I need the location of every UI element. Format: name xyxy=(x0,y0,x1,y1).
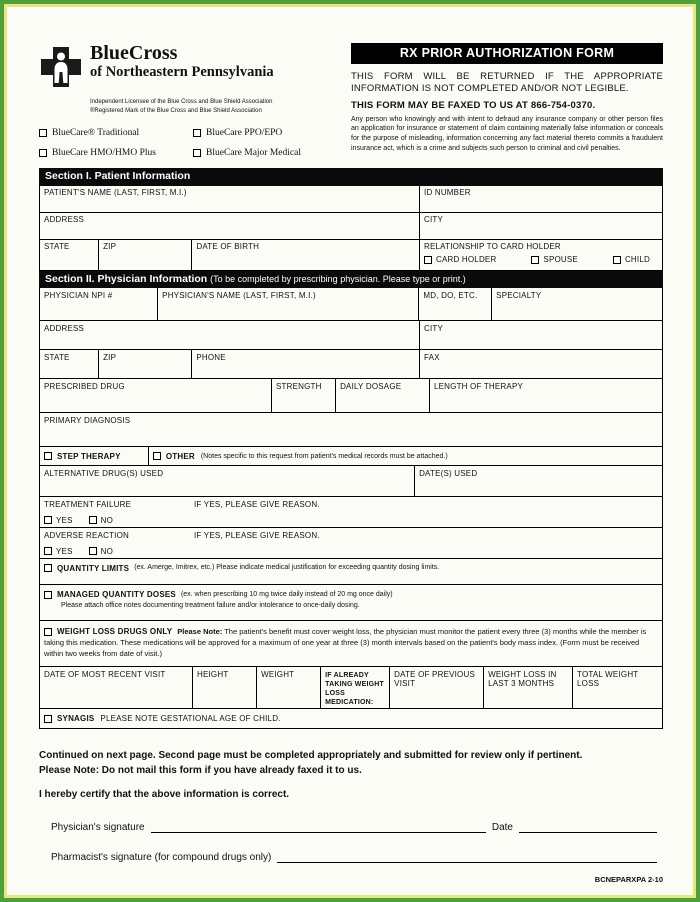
field-label: ID NUMBER xyxy=(424,188,471,198)
brand-name-line1: BlueCross xyxy=(90,42,178,64)
plan-label: BlueCare HMO/HMO Plus xyxy=(52,148,156,158)
licensee-note: Independent Licensee of the Blue Cross and Blue Shield Association xyxy=(90,99,273,105)
return-notice: THIS FORM WILL BE RETURNED IF THE APPROPRIATE INFORMATION IS NOT COMPLETED AND/OR NOT LEGIBLE. xyxy=(351,71,663,95)
checkbox-card-holder[interactable] xyxy=(424,256,432,264)
field-date-of-birth[interactable] xyxy=(192,240,420,270)
continued-notice: Continued on next page. Second page must be completed appropriately and submitted for review only if pertinent. xyxy=(39,750,583,762)
registered-note: ®Registered Mark of the Blue Cross and Blue Shield Association xyxy=(90,108,262,114)
form-page xyxy=(7,7,693,895)
plan-options xyxy=(39,128,337,158)
section2-title-note: (To be completed by prescribing physician. Please type or print.) xyxy=(210,273,466,284)
field-weight-loss-drugs[interactable]: WEIGHT LOSS DRUGS ONLY Please Note: The patient's benefit must cover weight loss, the physician must monitor the patient every three (3) months while the member is taking this medication. These medications will be approved for a maximum of one year at three (3) month intervals based on the patient's body mass index. (Form must be received within two weeks from date of visit.) xyxy=(44,627,647,658)
physician-signature-label: Physician's signature xyxy=(51,821,145,833)
field-label: STATE xyxy=(44,242,70,252)
field-label: CITY xyxy=(424,215,444,225)
field-weight-loss-3-months[interactable]: WEIGHT LOSS IN LAST 3 MONTHS xyxy=(484,667,573,708)
plan-bluecare-ppo[interactable] xyxy=(193,128,337,138)
field-physician-name[interactable]: PHYSICIAN'S NAME (LAST, FIRST, M.I.) xyxy=(158,288,419,320)
form-footer xyxy=(39,749,663,884)
fax-notice: THIS FORM MAY BE FAXED TO US AT 866-754-0370. xyxy=(351,99,596,111)
field-other[interactable]: OTHER (Notes specific to this request from patient's medical records must be attached.) xyxy=(149,447,662,465)
plan-label: BlueCare® Traditional xyxy=(52,128,140,138)
field-length-of-therapy[interactable]: LENGTH OF THERAPY xyxy=(433,381,524,391)
brand-name-line2: of Northeastern Pennsylvania xyxy=(90,64,274,80)
form-header xyxy=(39,43,663,158)
section2-table xyxy=(39,288,663,729)
fraud-notice: Any person who knowingly and with intent to defraud any insurance company or other person files an application for insurance or statement of claim containing materially false information or conceals for the purpose of misleading, information concerning any fact material thereto commits a fraudulent insurance act, which is a crime and subjects such person to criminal and civil penalties. xyxy=(351,115,663,153)
checkbox-adverse-reaction-no[interactable] xyxy=(89,547,97,555)
plan-label: BlueCare Major Medical xyxy=(206,148,301,158)
bluecross-logo-icon xyxy=(39,45,83,94)
field-alternative-drugs[interactable]: ALTERNATIVE DRUG(S) USED xyxy=(40,466,415,496)
section1-header xyxy=(39,168,663,186)
field-strength[interactable]: STRENGTH xyxy=(272,379,336,412)
adverse-reaction-reason[interactable]: IF YES, PLEASE GIVE REASON. xyxy=(194,530,320,540)
field-total-weight-loss[interactable]: TOTAL WEIGHT LOSS xyxy=(577,669,639,688)
form-code: BCNEPARXPA 2-10 xyxy=(594,874,663,884)
field-label: DATE OF BIRTH xyxy=(196,242,260,252)
field-weight[interactable]: WEIGHT xyxy=(257,667,321,708)
checkbox-synagis[interactable] xyxy=(44,715,52,723)
treatment-failure-reason[interactable]: IF YES, PLEASE GIVE REASON. xyxy=(194,499,320,509)
field-quantity-limits[interactable]: QUANTITY LIMITS (ex. Amerge, Imitrex, etc.) Please indicate medical justification for exceeding quantity dosing limits. xyxy=(40,559,662,584)
physician-signature-line[interactable] xyxy=(151,820,486,833)
field-phone[interactable]: PHONE xyxy=(192,350,420,378)
field-already-taking: IF ALREADY TAKING WEIGHT LOSS MEDICATION: xyxy=(321,667,390,708)
checkbox-treatment-failure-yes[interactable] xyxy=(44,516,52,524)
field-id-number[interactable] xyxy=(420,186,662,212)
field-physician-state[interactable]: STATE xyxy=(40,350,99,378)
field-patient-state[interactable] xyxy=(40,240,99,270)
field-md-do[interactable]: MD, DO, ETC. xyxy=(419,288,492,320)
checkbox-quantity-limits[interactable] xyxy=(44,564,52,572)
relationship-card-holder[interactable]: CARD HOLDER xyxy=(424,255,496,264)
field-previous-visit[interactable]: DATE OF PREVIOUS VISIT xyxy=(390,667,484,708)
field-primary-diagnosis[interactable]: PRIMARY DIAGNOSIS xyxy=(44,415,131,425)
plan-bluecare-major-medical[interactable] xyxy=(193,148,337,158)
section1-title: Section I. Patient Information xyxy=(45,170,191,182)
date-label: Date xyxy=(491,821,513,833)
managed-quantity-note: (ex. when prescribing 10 mg twice daily instead of 20 mg once daily) xyxy=(180,591,393,599)
pharmacist-signature-line[interactable] xyxy=(277,850,657,863)
field-specialty[interactable]: SPECIALTY xyxy=(496,290,542,300)
field-label: PATIENT'S NAME (LAST, FIRST, M.I.) xyxy=(44,188,187,198)
synagis-note: PLEASE NOTE GESTATIONAL AGE OF CHILD. xyxy=(100,714,281,724)
pharmacist-signature-row xyxy=(39,850,663,863)
certify-statement: I hereby certify that the above information is correct. xyxy=(39,789,290,801)
other-note: (Notes specific to this request from patient's medical records must be attached.) xyxy=(200,452,448,460)
field-label: ZIP xyxy=(103,242,117,252)
checkbox-child[interactable] xyxy=(613,256,621,264)
section1-table xyxy=(39,186,663,271)
weight-loss-please-note: Please Note: xyxy=(177,627,223,637)
field-patient-name[interactable] xyxy=(40,186,420,212)
do-not-mail-notice: Please Note: Do not mail this form if you have already faxed it to us. xyxy=(39,764,362,776)
checkbox-managed-quantity[interactable] xyxy=(44,591,52,599)
field-height[interactable]: HEIGHT xyxy=(193,667,257,708)
field-physician-address[interactable]: ADDRESS xyxy=(40,321,420,349)
field-daily-dosage[interactable]: DAILY DOSAGE xyxy=(336,379,430,412)
field-adverse-reaction: ADVERSE REACTION YES NO IF YES, PLEASE GIVE REASON. xyxy=(44,530,320,556)
field-label: ADDRESS xyxy=(44,215,85,225)
field-physician-npi[interactable]: PHYSICIAN NPI # xyxy=(40,288,158,320)
section2-title: Section II. Physician Information xyxy=(45,272,208,285)
checkbox-bluecare-ppo[interactable] xyxy=(193,129,201,137)
field-step-therapy[interactable]: STEP THERAPY xyxy=(40,447,149,465)
section2-header xyxy=(39,271,663,289)
checkbox-other[interactable] xyxy=(153,452,161,460)
checkbox-weight-loss[interactable] xyxy=(44,628,52,636)
checkbox-spouse[interactable] xyxy=(531,256,539,264)
field-physician-zip[interactable]: ZIP xyxy=(99,350,192,378)
field-synagis[interactable]: SYNAGIS PLEASE NOTE GESTATIONAL AGE OF CHILD. xyxy=(40,709,662,728)
checkbox-bluecare-major-medical[interactable] xyxy=(193,149,201,157)
plan-bluecare-traditional[interactable] xyxy=(39,128,189,138)
field-recent-visit[interactable]: DATE OF MOST RECENT VISIT xyxy=(40,667,193,708)
field-dates-used[interactable]: DATE(S) USED xyxy=(419,468,478,478)
brand-block xyxy=(39,43,337,158)
pharmacist-signature-label: Pharmacist's signature (for compound drugs only) xyxy=(51,851,272,863)
relationship-spouse[interactable]: SPOUSE xyxy=(531,255,578,264)
field-relationship xyxy=(420,240,662,270)
field-treatment-failure: TREATMENT FAILURE YES NO IF YES, PLEASE GIVE REASON. xyxy=(44,499,320,525)
field-prescribed-drug[interactable]: PRESCRIBED DRUG xyxy=(40,379,272,412)
quantity-limits-note: (ex. Amerge, Imitrex, etc.) Please indicate medical justification for exceeding quantity dosing limits. xyxy=(134,564,440,572)
checkbox-bluecare-traditional[interactable] xyxy=(39,129,47,137)
field-patient-zip[interactable] xyxy=(99,240,192,270)
form-title: RX PRIOR AUTHORIZATION FORM xyxy=(351,43,663,64)
header-right xyxy=(351,43,663,154)
physician-signature-row xyxy=(39,820,663,833)
relationship-child[interactable]: CHILD xyxy=(613,255,650,264)
field-fax[interactable]: FAX xyxy=(424,352,440,362)
weight-loss-note: The patient's benefit must cover weight loss, the physician must monitor the patient every three (3) months while the member is taking this medication. These medications will be approved for a maximum of one year at three (3) month intervals based on the patient's body mass index. (Form must be received within two weeks from date of visit.) xyxy=(44,627,647,658)
field-patient-city[interactable] xyxy=(420,213,662,239)
field-physician-city[interactable]: CITY xyxy=(424,323,444,333)
date-line[interactable] xyxy=(519,820,657,833)
checkbox-treatment-failure-no[interactable] xyxy=(89,516,97,524)
checkbox-bluecare-hmo[interactable] xyxy=(39,149,47,157)
field-managed-quantity-doses[interactable]: MANAGED QUANTITY DOSES (ex. when prescribing 10 mg twice daily instead of 20 mg once daily) Please attach office notes documenting treatment failure and/or intolerance to once-daily dosing. xyxy=(40,585,662,620)
managed-quantity-note2: Please attach office notes documenting treatment failure and/or intolerance to once-daily dosing. xyxy=(61,602,360,610)
field-label: RELATIONSHIP TO CARD HOLDER xyxy=(424,242,561,252)
checkbox-step-therapy[interactable] xyxy=(44,452,52,460)
plan-bluecare-hmo[interactable] xyxy=(39,148,189,158)
checkbox-adverse-reaction-yes[interactable] xyxy=(44,547,52,555)
field-patient-address[interactable] xyxy=(40,213,420,239)
plan-label: BlueCare PPO/EPO xyxy=(206,128,283,138)
